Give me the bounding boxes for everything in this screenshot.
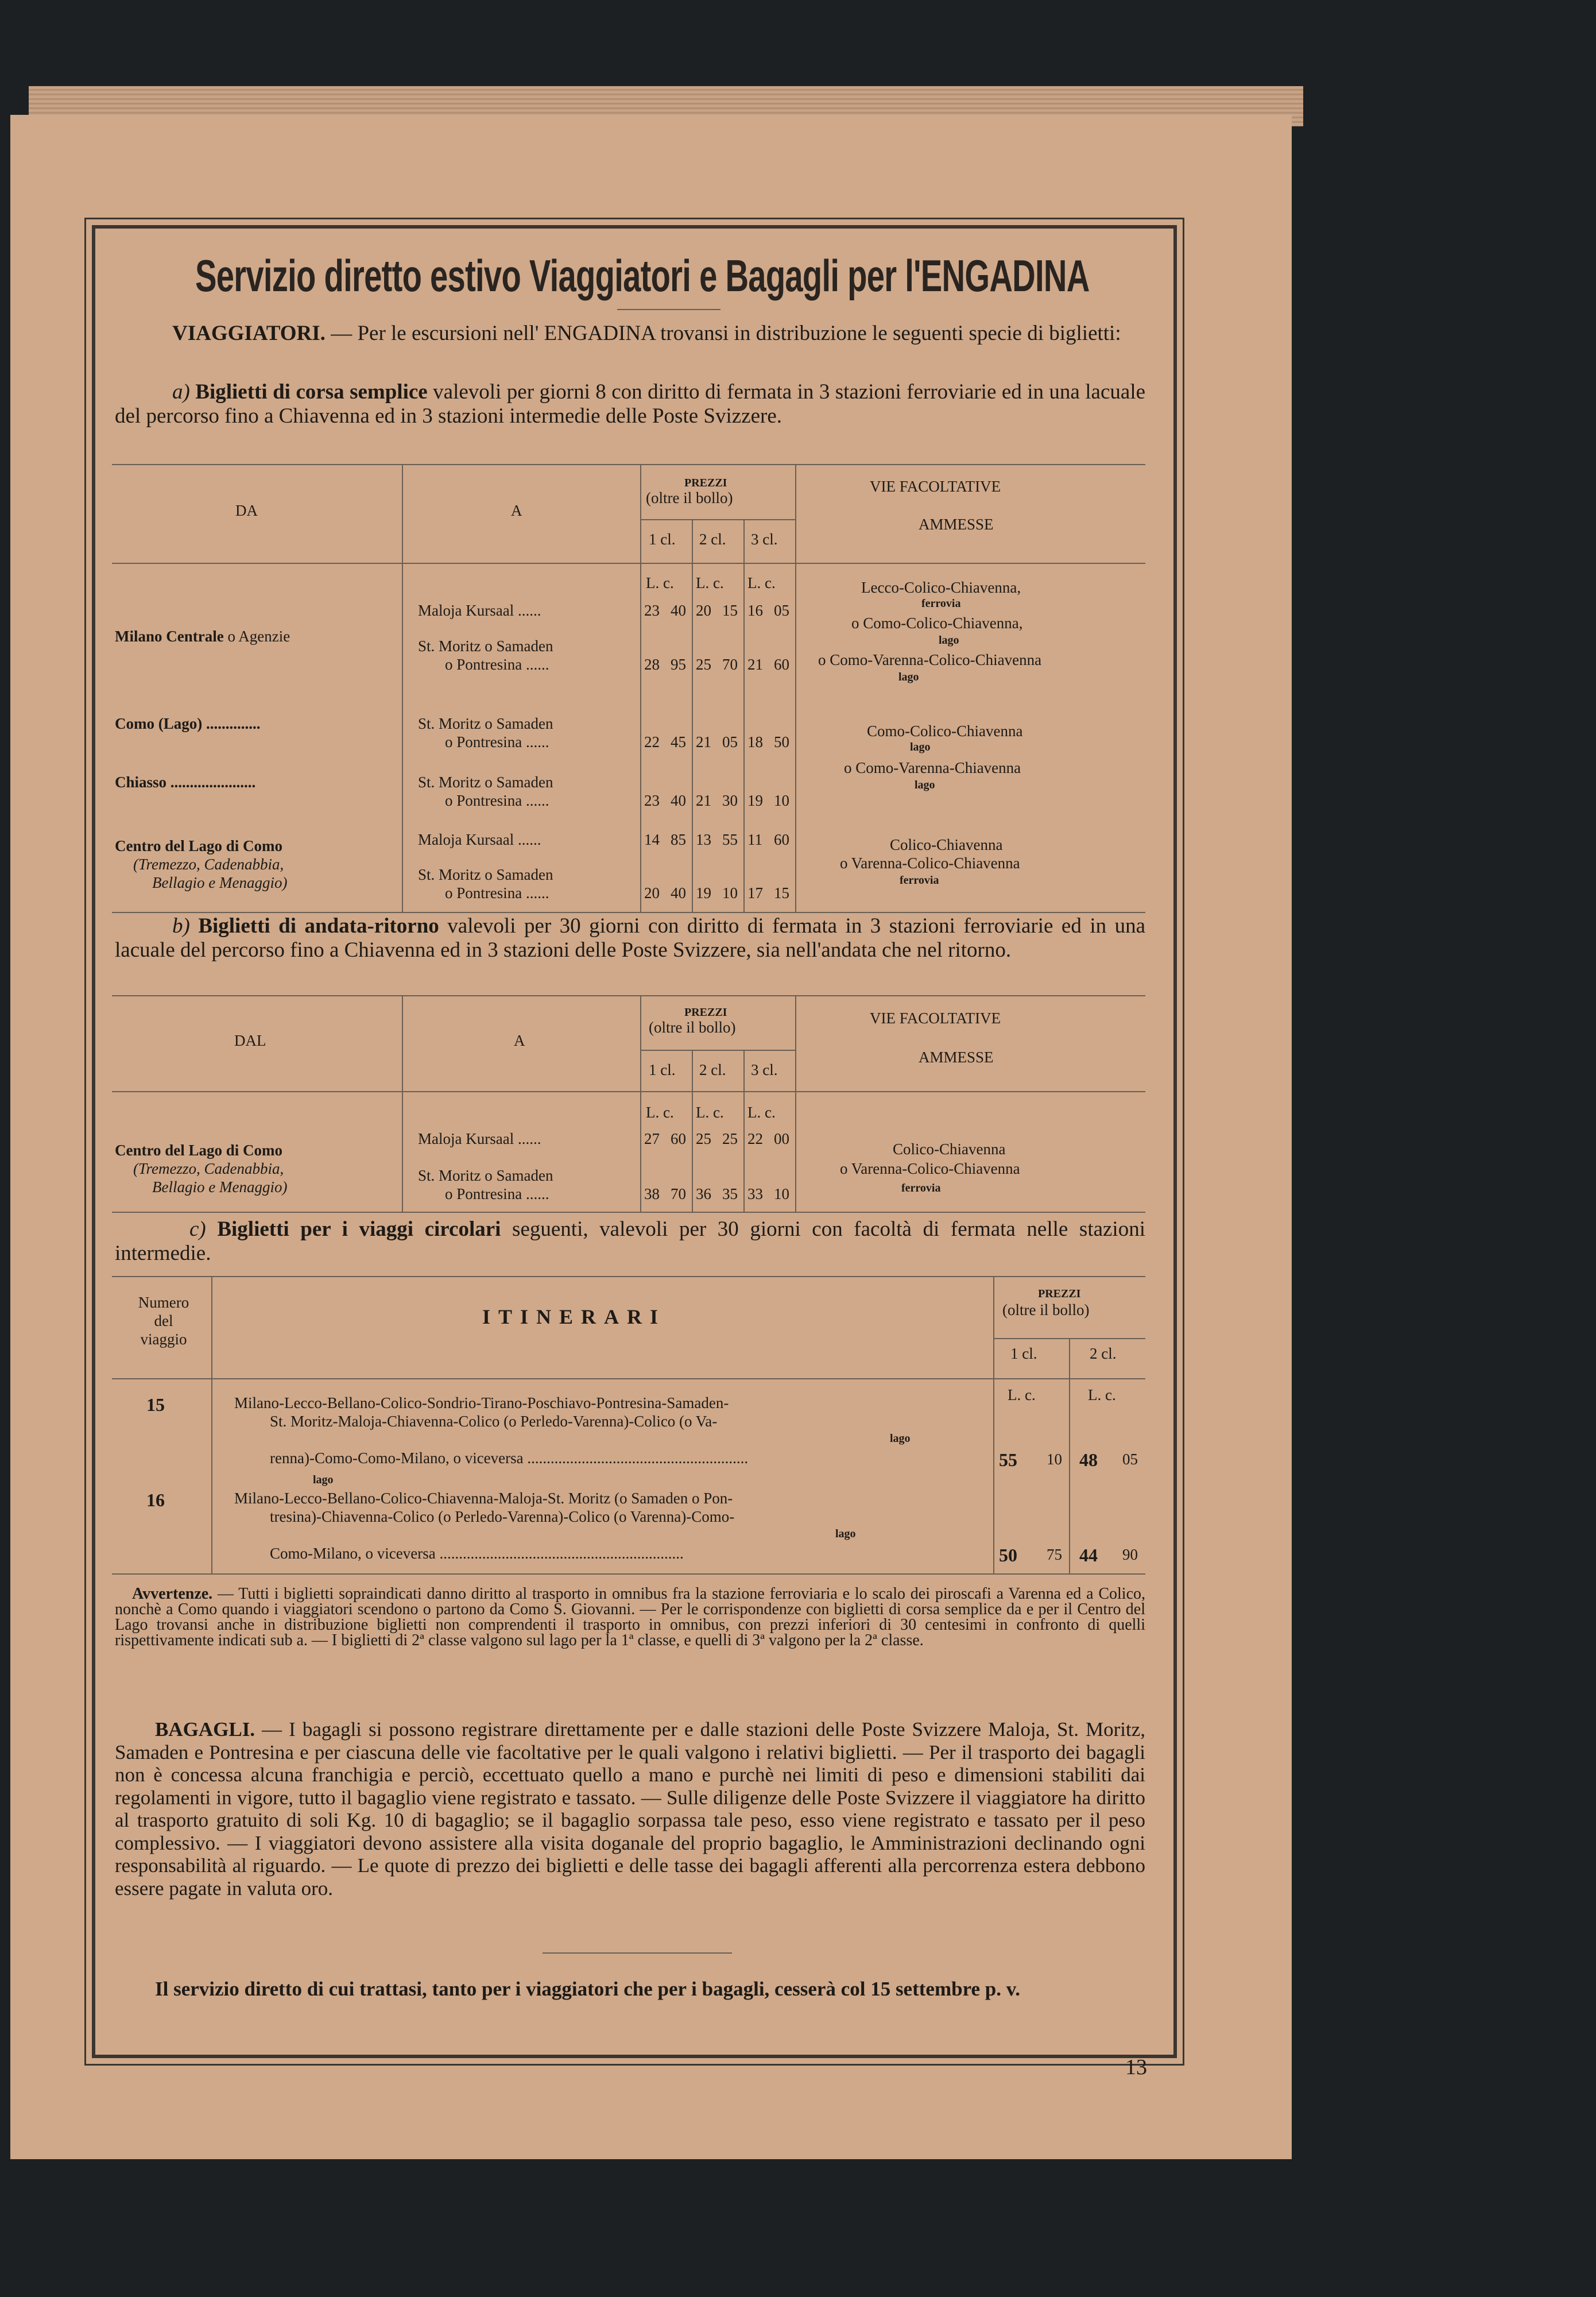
dest-pontresina: o Pontresina ...... (445, 884, 549, 902)
unit-label: L. c. (646, 1104, 674, 1121)
section-b-text: valevoli per 30 giorni con diritto di fermata in 3 stazioni ferroviarie ed in una lacuale del percorso fino a Chiavenna ed in 3 stazioni delle Poste Svizzere, sia nell'andata che nel ritorno. (115, 914, 1146, 962)
price-centesimi: 60 (774, 656, 789, 673)
price-2cl-cent: 05 (1122, 1451, 1138, 1468)
itinerary-line: Milano-Lecco-Bellano-Colico-Sondrio-Tirano-Poschiavo-Pontresina-Samaden- (234, 1394, 729, 1412)
price-1cl: 55 (999, 1449, 1017, 1470)
lago-mark: lago (313, 1474, 334, 1486)
vie-label-ferrovia: ferrovia (900, 874, 939, 887)
price-centesimi: 10 (774, 1185, 789, 1202)
price-lire: 19 (696, 884, 711, 902)
lago-mark: lago (835, 1528, 856, 1540)
price-centesimi: 95 (671, 656, 686, 673)
vie-milano-1: Lecco-Colico-Chiavenna, (861, 579, 1021, 596)
section-a-label: Biglietti di corsa semplice (195, 380, 428, 404)
price-centesimi: 05 (774, 602, 789, 619)
header-numero: Numero (138, 1294, 189, 1311)
vie-b-1: Colico-Chiavenna (893, 1140, 1006, 1158)
intro-label: VIAGGIATORI. (172, 322, 326, 345)
section-c-paragraph (115, 1217, 1145, 1266)
header-oltre-bollo: (oltre il bollo) (649, 1019, 736, 1036)
price-1cl-cent: 10 (1047, 1451, 1062, 1468)
price-centesimi: 60 (774, 831, 789, 848)
header-1cl: 1 cl. (649, 1061, 676, 1078)
header-a: A (514, 1032, 525, 1049)
origin-centro-sub2: Bellagio e Menaggio) (152, 874, 288, 891)
price-lire: 23 (644, 792, 660, 809)
unit-label: L. c. (1088, 1386, 1116, 1403)
price-centesimi: 60 (671, 1130, 686, 1147)
vie-centro-2: o Varenna-Colico-Chiavenna (840, 854, 1020, 872)
header-vie-facoltative: VIE FACOLTATIVE (870, 478, 1001, 495)
itinerary-line: renna)-Como-Como-Milano, o viceversa ......................................................... (270, 1449, 749, 1467)
header-oltre-bollo: (oltre il bollo) (1002, 1301, 1090, 1318)
price-centesimi: 40 (671, 884, 686, 902)
vie-label-ferrovia: ferrovia (921, 597, 961, 610)
price-centesimi: 25 (722, 1130, 738, 1147)
header-ammesse: AMMESSE (919, 516, 994, 533)
price-lire: 38 (644, 1185, 660, 1202)
price-lire: 25 (696, 1130, 711, 1147)
vie-label-lago: lago (898, 671, 919, 683)
origin-chiasso: Chiasso ...................... (115, 774, 256, 791)
vie-label-ferrovia: ferrovia (901, 1182, 941, 1194)
price-centesimi: 70 (671, 1185, 686, 1202)
price-lire: 25 (696, 656, 711, 673)
section-c-text: seguenti, valevoli per 30 giorni con facoltà di fermata nelle stazioni intermedie. (115, 1217, 1145, 1265)
separator-rule (543, 1952, 732, 1954)
vie-como-1: Como-Colico-Chiavenna (867, 722, 1023, 740)
price-lire: 33 (747, 1185, 763, 1202)
price-lire: 17 (747, 884, 763, 902)
dest-stmoritz: St. Moritz o Samaden (418, 715, 553, 732)
dest-stmoritz: St. Moritz o Samaden (418, 774, 553, 791)
itinerary-line: Como-Milano, o viceversa ............................................................... (270, 1545, 684, 1562)
origin-centro-sub2: Bellagio e Menaggio) (152, 1178, 288, 1196)
header-itinerari: ITINERARI (482, 1305, 667, 1328)
dest-maloja: Maloja Kursaal ...... (418, 1130, 541, 1147)
price-lire: 19 (747, 792, 763, 809)
price-lire: 14 (644, 831, 660, 848)
section-c-label: Biglietti per i viaggi circolari (217, 1217, 501, 1241)
section-a-text: valevoli per giorni 8 con diritto di fermata in 3 stazioni ferroviarie ed in una lacuale del percorso fino a Chiavenna ed in 3 stazioni intermedie delle Poste Svizzere. (115, 380, 1146, 428)
vie-como-2: o Como-Varenna-Chiavenna (844, 759, 1021, 776)
header-2cl: 2 cl. (699, 1061, 726, 1078)
price-centesimi: 10 (774, 792, 789, 809)
intro-paragraph (115, 322, 1145, 346)
trip-number: 16 (146, 1490, 165, 1510)
dest-stmoritz: St. Moritz o Samaden (418, 866, 553, 883)
header-2cl: 2 cl. (1090, 1345, 1117, 1362)
price-1cl-cent: 75 (1047, 1546, 1062, 1563)
origin-centro-lago: Centro del Lago di Como (115, 837, 283, 854)
origin-centro-sub1: (Tremezzo, Cadenabbia, (133, 856, 284, 873)
header-prezzi: PREZZI (684, 1006, 727, 1019)
dest-stmoritz: St. Moritz o Samaden (418, 1167, 553, 1184)
dest-pontresina: o Pontresina ...... (445, 733, 549, 751)
origin-milano: Milano Centrale o Agenzie (115, 628, 290, 645)
closing-notice: Il servizio diretto di cui trattasi, tanto per i viaggiatori che per i bagagli, cesserà col 15 settembre p. v. (155, 1978, 1021, 2000)
itinerary-line: tresina)-Chiavenna-Colico (o Perledo-Varenna)-Colico (o Varenna)-Como- (270, 1508, 735, 1525)
price-lire: 21 (696, 792, 711, 809)
section-c-prefix: c) (189, 1217, 206, 1241)
unit-label: L. c. (646, 574, 674, 591)
title-rule (617, 309, 720, 310)
vie-milano-2: o Como-Colico-Chiavenna, (851, 614, 1023, 632)
bagagli-text: — I bagagli si possono registrare direttamente per e dalle stazioni delle Poste Svizzere Maloja, St. Moritz, Samaden e Pontresina e per ciascuna delle vie facoltative per le quali valgono i relativi biglietti. — Per il trasporto dei bagagli non è concessa alcuna franchigia e perciò, eccettuato quello a mano e purchè nei limiti di peso e dimensioni stabiliti dai regolamenti in vigore, tutto il bagaglio viene registrato e tassato. — Sulle diligenze delle Poste Svizzere il viaggiatore ha diritto al trasporto gratuito di soli Kg. 10 di bagaglio; se il bagaglio sorpassa tale peso, esso viene registrato e tassato per il peso complessivo. — I viaggiatori devono assistere alla visita doganale del proprio bagaglio, le Amministrazioni declinando ogni responsabilità al riguardo. — Le quote di prezzo dei biglietti e delle tasse dei bagagli afferenti alla percorrenza estera debbono essere pagate in valuta oro. (115, 1718, 1146, 1900)
header-prezzi: PREZZI (684, 477, 727, 489)
header-prezzi: PREZZI (1038, 1287, 1081, 1300)
price-centesimi: 40 (671, 602, 686, 619)
avvertenze-paragraph (115, 1586, 1145, 1648)
section-b-paragraph (115, 914, 1145, 962)
itinerary-line: St. Moritz-Maloja-Chiavenna-Colico (o Perledo-Varenna)-Colico (o Va- (270, 1413, 718, 1430)
header-3cl: 3 cl. (751, 531, 778, 548)
price-lire: 13 (696, 831, 711, 848)
price-centesimi: 45 (671, 733, 686, 751)
price-centesimi: 30 (722, 792, 738, 809)
price-2cl: 44 (1079, 1545, 1098, 1565)
header-3cl: 3 cl. (751, 1061, 778, 1078)
vie-label-lago: lago (910, 741, 931, 753)
dest-pontresina: o Pontresina ...... (445, 1185, 549, 1202)
unit-label: L. c. (696, 1104, 724, 1121)
page-number: 13 (1125, 2055, 1147, 2079)
header-da: DA (235, 502, 258, 519)
price-centesimi: 05 (722, 733, 738, 751)
price-centesimi: 00 (774, 1130, 789, 1147)
header-a: A (511, 502, 522, 519)
price-lire: 16 (747, 602, 763, 619)
header-1cl: 1 cl. (649, 531, 676, 548)
page-title: Servizio diretto estivo Viaggiatori e Bagagli per l'ENGADINA (195, 250, 1090, 301)
section-b-prefix: b) (172, 914, 190, 938)
price-centesimi: 15 (722, 602, 738, 619)
price-2cl-cent: 90 (1122, 1546, 1138, 1563)
intro-text: — Per le escursioni nell' ENGADINA trovansi in distribuzione le seguenti specie di biglietti: (331, 322, 1121, 345)
price-centesimi: 85 (671, 831, 686, 848)
header-viaggio: viaggio (140, 1331, 187, 1348)
dest-maloja: Maloja Kursaal ...... (418, 831, 541, 848)
vie-b-2: o Varenna-Colico-Chiavenna (840, 1160, 1020, 1177)
header-vie-facoltative: VIE FACOLTATIVE (870, 1010, 1001, 1027)
avvertenze-text: — Tutti i biglietti sopraindicati danno diritto al trasporto in omnibus fra la stazione ferroviaria e lo scalo dei piroscafi a Varenna ed a Colico, nonchè a Como quando i viaggiatori scendono o partono da Como S. Giovanni. — Per le corrispondenze con biglietti di corsa semplice da e per il Centro del Lago trovansi anche in distribuzione biglietti non comprendenti il trasporto in omnibus, con prezzi inferiori di 30 centesimi in confronto di quelli rispettivamente indicati sub a. — I biglietti di 2ª classe valgono sul lago per la 1ª classe, e quelli di 3ª valgono per la 2ª classe. (115, 1585, 1145, 1649)
vie-centro-1: Colico-Chiavenna (890, 836, 1003, 853)
vie-label-lago: lago (915, 779, 935, 791)
price-lire: 20 (696, 602, 711, 619)
header-ammesse: AMMESSE (919, 1049, 994, 1066)
avvertenze-label: Avvertenze. (132, 1585, 213, 1603)
bagagli-label: BAGAGLI. (155, 1718, 255, 1741)
header-1cl: 1 cl. (1010, 1345, 1037, 1362)
header-del: del (154, 1312, 173, 1329)
price-lire: 18 (747, 733, 763, 751)
price-lire: 22 (747, 1130, 763, 1147)
section-b-label: Biglietti di andata-ritorno (198, 914, 439, 938)
price-lire: 23 (644, 602, 660, 619)
price-centesimi: 70 (722, 656, 738, 673)
price-1cl: 50 (999, 1545, 1017, 1565)
header-dal: DAL (234, 1032, 266, 1049)
header-2cl: 2 cl. (699, 531, 726, 548)
section-a-prefix: a) (172, 380, 190, 404)
price-lire: 20 (644, 884, 660, 902)
vie-label-lago: lago (939, 634, 959, 647)
bagagli-paragraph (115, 1718, 1145, 1900)
price-centesimi: 50 (774, 733, 789, 751)
unit-label: L. c. (696, 574, 724, 591)
trip-number: 15 (146, 1394, 165, 1415)
dest-stmoritz: St. Moritz o Samaden (418, 637, 553, 655)
price-lire: 11 (747, 831, 762, 848)
header-oltre-bollo: (oltre il bollo) (646, 489, 733, 506)
unit-label: L. c. (1008, 1386, 1036, 1403)
price-lire: 36 (696, 1185, 711, 1202)
price-lire: 28 (644, 656, 660, 673)
price-centesimi: 10 (722, 884, 738, 902)
vie-milano-3: o Como-Varenna-Colico-Chiavenna (818, 651, 1042, 668)
price-lire: 21 (696, 733, 711, 751)
origin-centro-sub1: (Tremezzo, Cadenabbia, (133, 1160, 284, 1177)
price-centesimi: 55 (722, 831, 738, 848)
origin-como: Como (Lago) .............. (115, 715, 261, 732)
price-lire: 21 (747, 656, 763, 673)
price-lire: 27 (644, 1130, 660, 1147)
price-2cl: 48 (1079, 1449, 1098, 1470)
price-centesimi: 35 (722, 1185, 738, 1202)
origin-centro-lago: Centro del Lago di Como (115, 1142, 283, 1159)
price-lire: 22 (644, 733, 660, 751)
dest-maloja: Maloja Kursaal ...... (418, 602, 541, 619)
price-centesimi: 15 (774, 884, 789, 902)
lago-mark: lago (890, 1432, 911, 1445)
unit-label: L. c. (747, 1104, 776, 1121)
dest-pontresina: o Pontresina ...... (445, 656, 549, 673)
dest-pontresina: o Pontresina ...... (445, 792, 549, 809)
section-a-paragraph (115, 380, 1145, 428)
itinerary-line: Milano-Lecco-Bellano-Colico-Chiavenna-Maloja-St. Moritz (o Samaden o Pon- (234, 1490, 733, 1507)
unit-label: L. c. (747, 574, 776, 591)
price-centesimi: 40 (671, 792, 686, 809)
